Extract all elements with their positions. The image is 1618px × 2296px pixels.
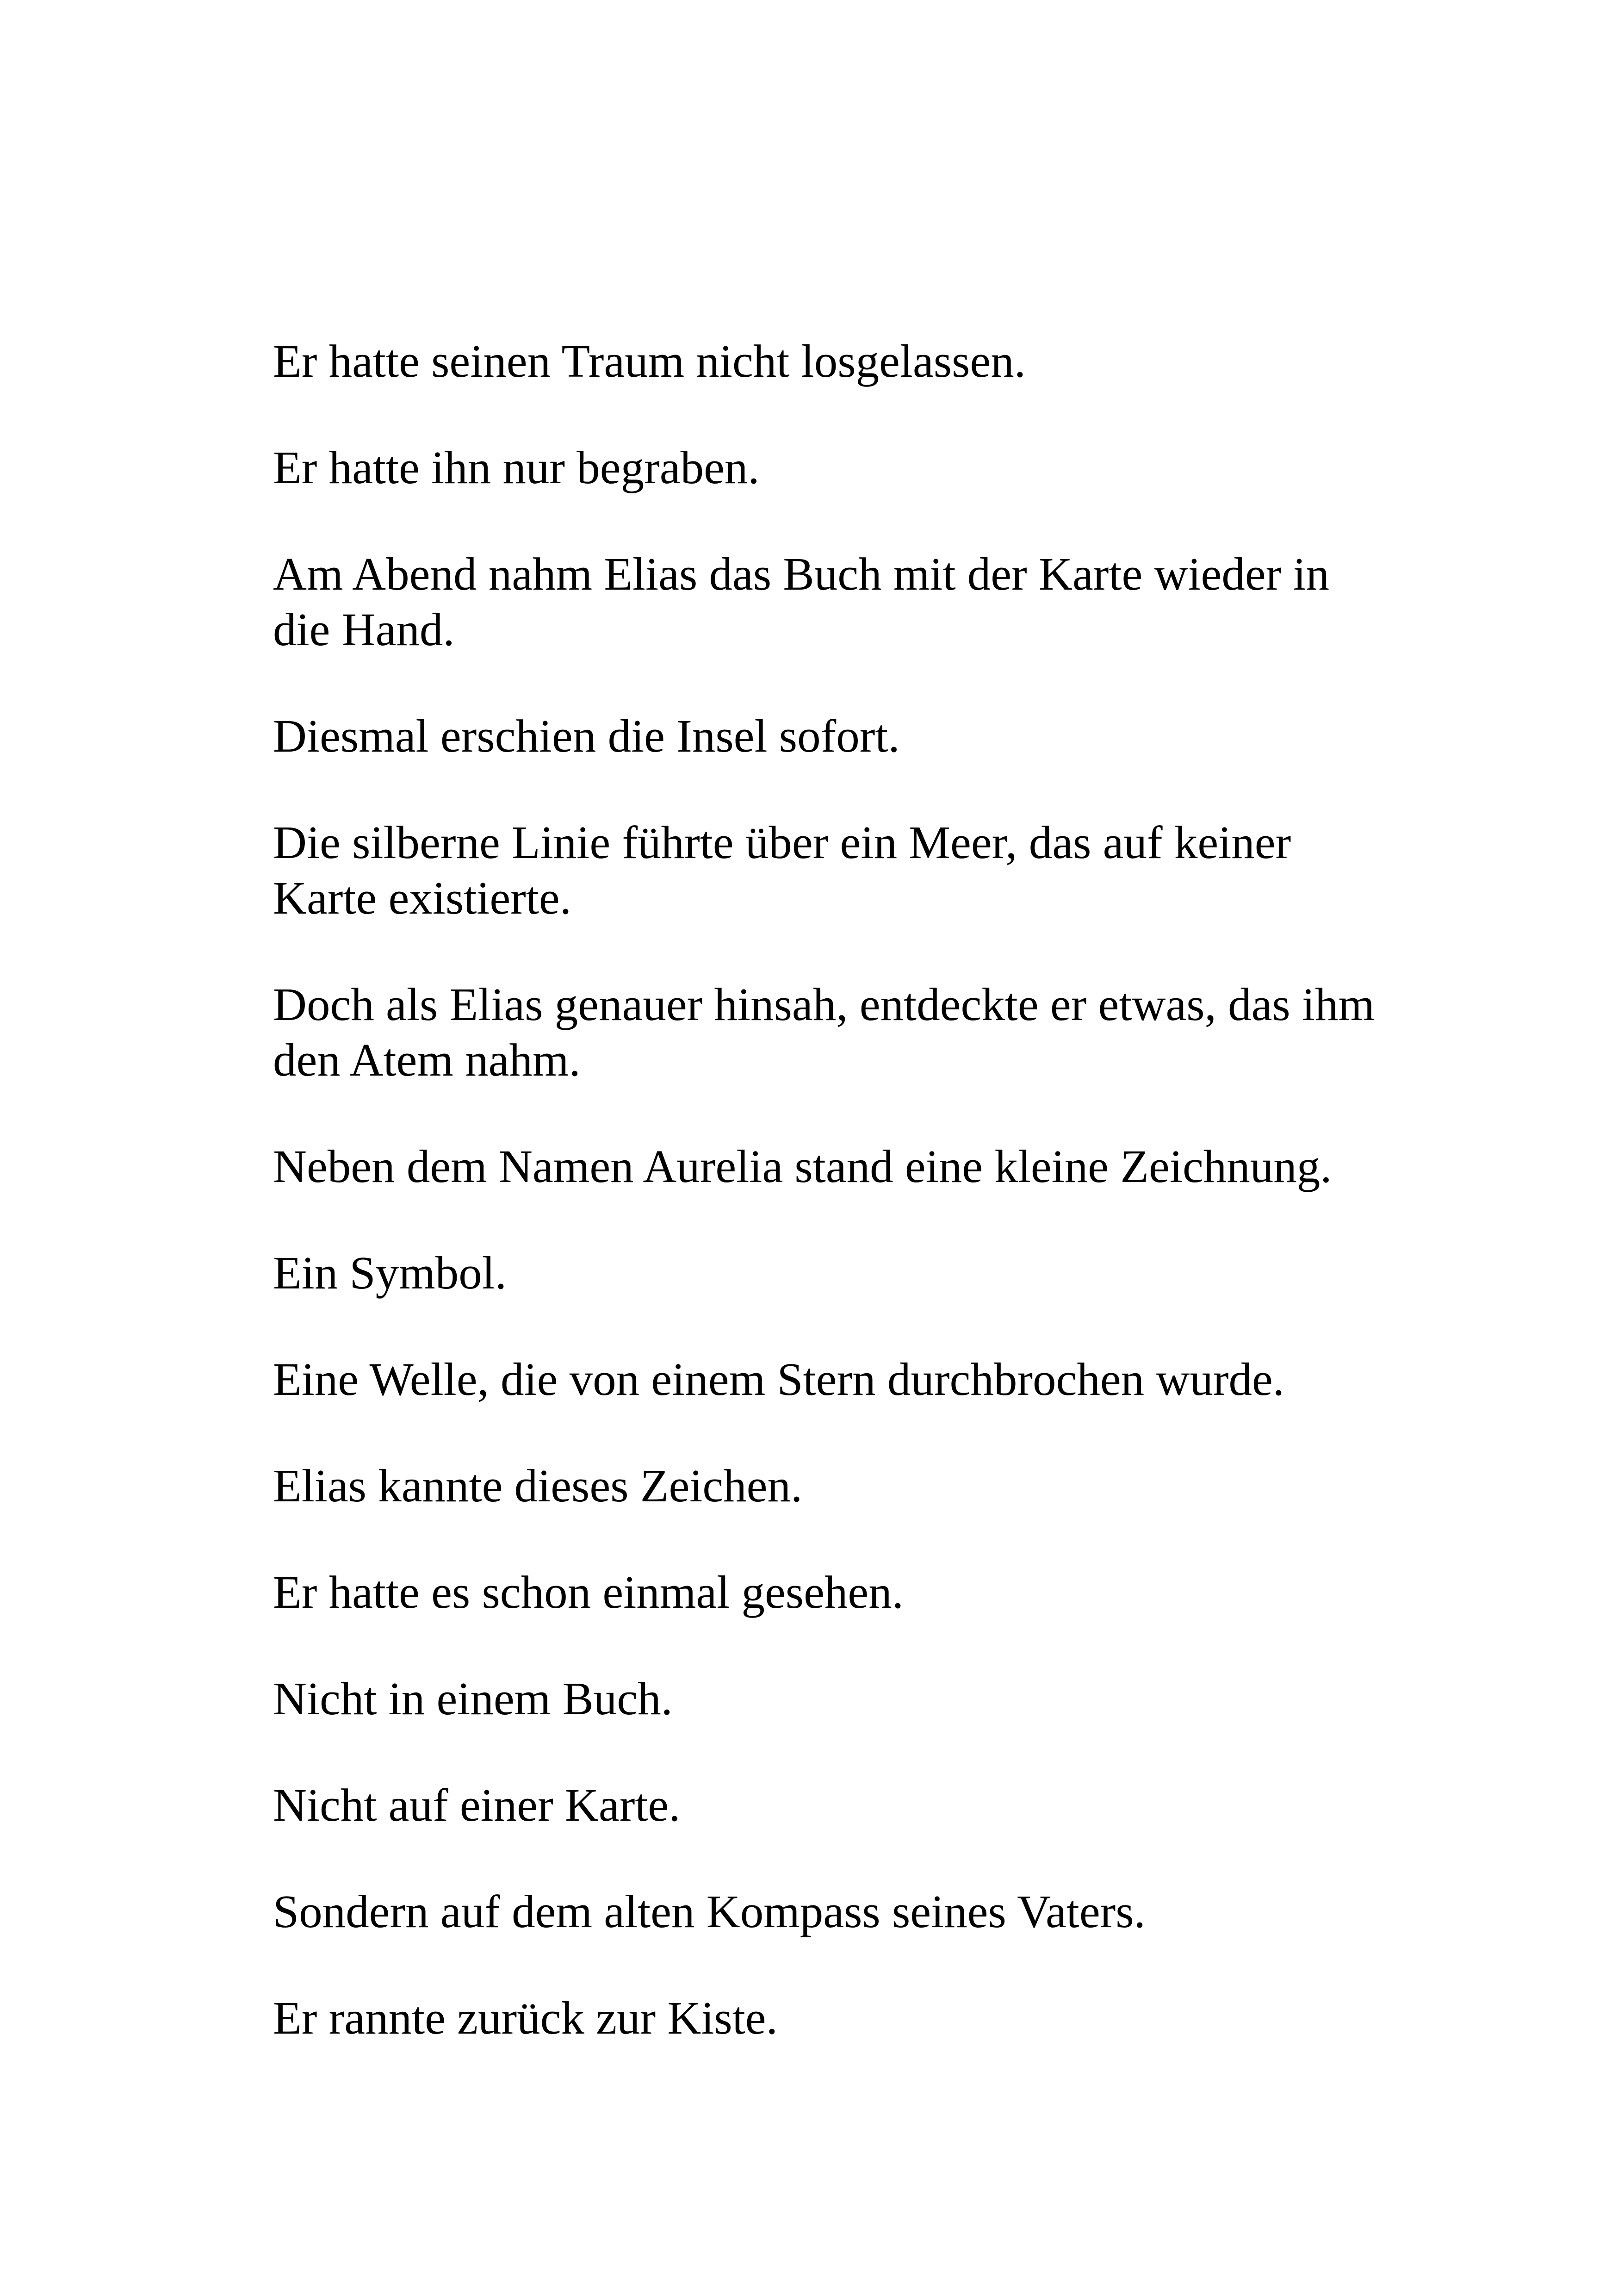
paragraph-14: Sondern auf dem alten Kompass seines Vaters. <box>273 1885 1146 1937</box>
paragraph-7: Neben dem Namen Aurelia stand eine kleine Zeichnung. <box>273 1140 1332 1192</box>
paragraph-6: Doch als Elias genauer hinsah, entdeckte er etwas, das ihm den Atem nahm. <box>273 978 1375 1086</box>
paragraph-13: Nicht auf einer Karte. <box>273 1779 681 1831</box>
paragraph-10: Elias kannte dieses Zeichen. <box>273 1460 803 1512</box>
paragraph-9: Eine Welle, die von einem Stern durchbrochen wurde. <box>273 1353 1285 1405</box>
body-text <box>273 333 1383 2046</box>
paragraph-5: Die silberne Linie führte über ein Meer, das auf keiner Karte existierte. <box>273 816 1291 924</box>
paragraph-11: Er hatte es schon einmal gesehen. <box>273 1566 904 1618</box>
paragraph-8: Ein Symbol. <box>273 1247 507 1299</box>
paragraph-4: Diesmal erschien die Insel sofort. <box>273 710 900 762</box>
paragraph-15: Er rannte zurück zur Kiste. <box>273 1992 778 2044</box>
paragraph-12: Nicht in einem Buch. <box>273 1673 673 1724</box>
paragraph-1: Er hatte seinen Traum nicht losgelassen. <box>273 335 1026 387</box>
paragraph-3: Am Abend nahm Elias das Buch mit der Karte wieder in die Hand. <box>273 548 1330 655</box>
paragraph-2: Er hatte ihn nur begraben. <box>273 442 760 493</box>
